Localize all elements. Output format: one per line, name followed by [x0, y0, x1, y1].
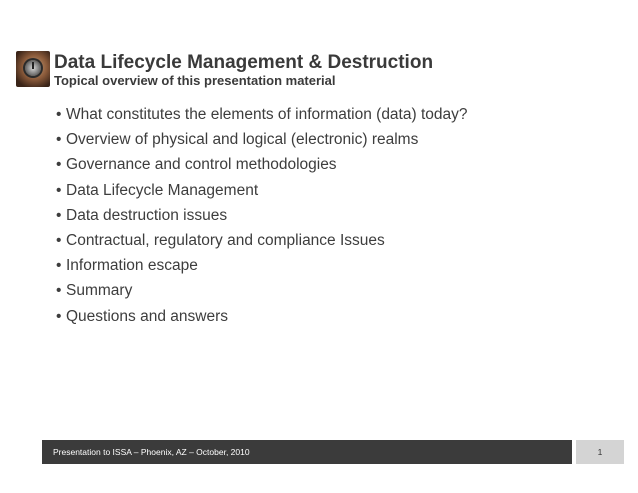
bullet-text: Governance and control methodologies: [66, 156, 337, 174]
bullet-item: [56, 278, 468, 303]
bullet-marker: •: [56, 131, 62, 149]
bullet-marker: •: [56, 231, 62, 249]
bullet-marker: •: [56, 206, 62, 224]
bullet-item: [56, 203, 468, 228]
slide-title: Data Lifecycle Management & Destruction: [54, 52, 434, 73]
bullet-list: [56, 102, 468, 329]
bullet-text: What constitutes the elements of information (data) today?: [66, 106, 468, 123]
slide-subtitle: Topical overview of this presentation material: [54, 73, 336, 88]
bullet-marker: •: [56, 106, 62, 123]
dial-face: [25, 60, 41, 76]
bullet-text: Information escape: [66, 257, 198, 275]
bullet-item: [56, 304, 468, 329]
bullet-item: [56, 178, 468, 203]
bullet-marker: •: [56, 156, 62, 174]
bullet-item: [56, 253, 468, 278]
bullet-marker: •: [56, 282, 62, 300]
compass-dial-icon: [16, 51, 50, 87]
bullet-item: [56, 127, 468, 152]
bullet-item: [56, 102, 468, 127]
bullet-text: Questions and answers: [66, 307, 228, 325]
bullet-text: Contractual, regulatory and compliance Issues: [66, 231, 385, 249]
bullet-marker: •: [56, 257, 62, 275]
bullet-item: [56, 152, 468, 177]
page-number: 1: [597, 447, 603, 457]
bullet-text: Overview of physical and logical (electronic) realms: [66, 131, 419, 149]
bullet-text: Data destruction issues: [66, 206, 228, 224]
bullet-marker: •: [56, 307, 62, 325]
bullet-text: Summary: [66, 282, 133, 300]
bullet-item: [56, 228, 468, 253]
footer-text: Presentation to ISSA – Phoenix, AZ – October, 2010: [53, 447, 250, 457]
bullet-marker: •: [56, 181, 62, 199]
bullet-text: Data Lifecycle Management: [66, 181, 259, 199]
